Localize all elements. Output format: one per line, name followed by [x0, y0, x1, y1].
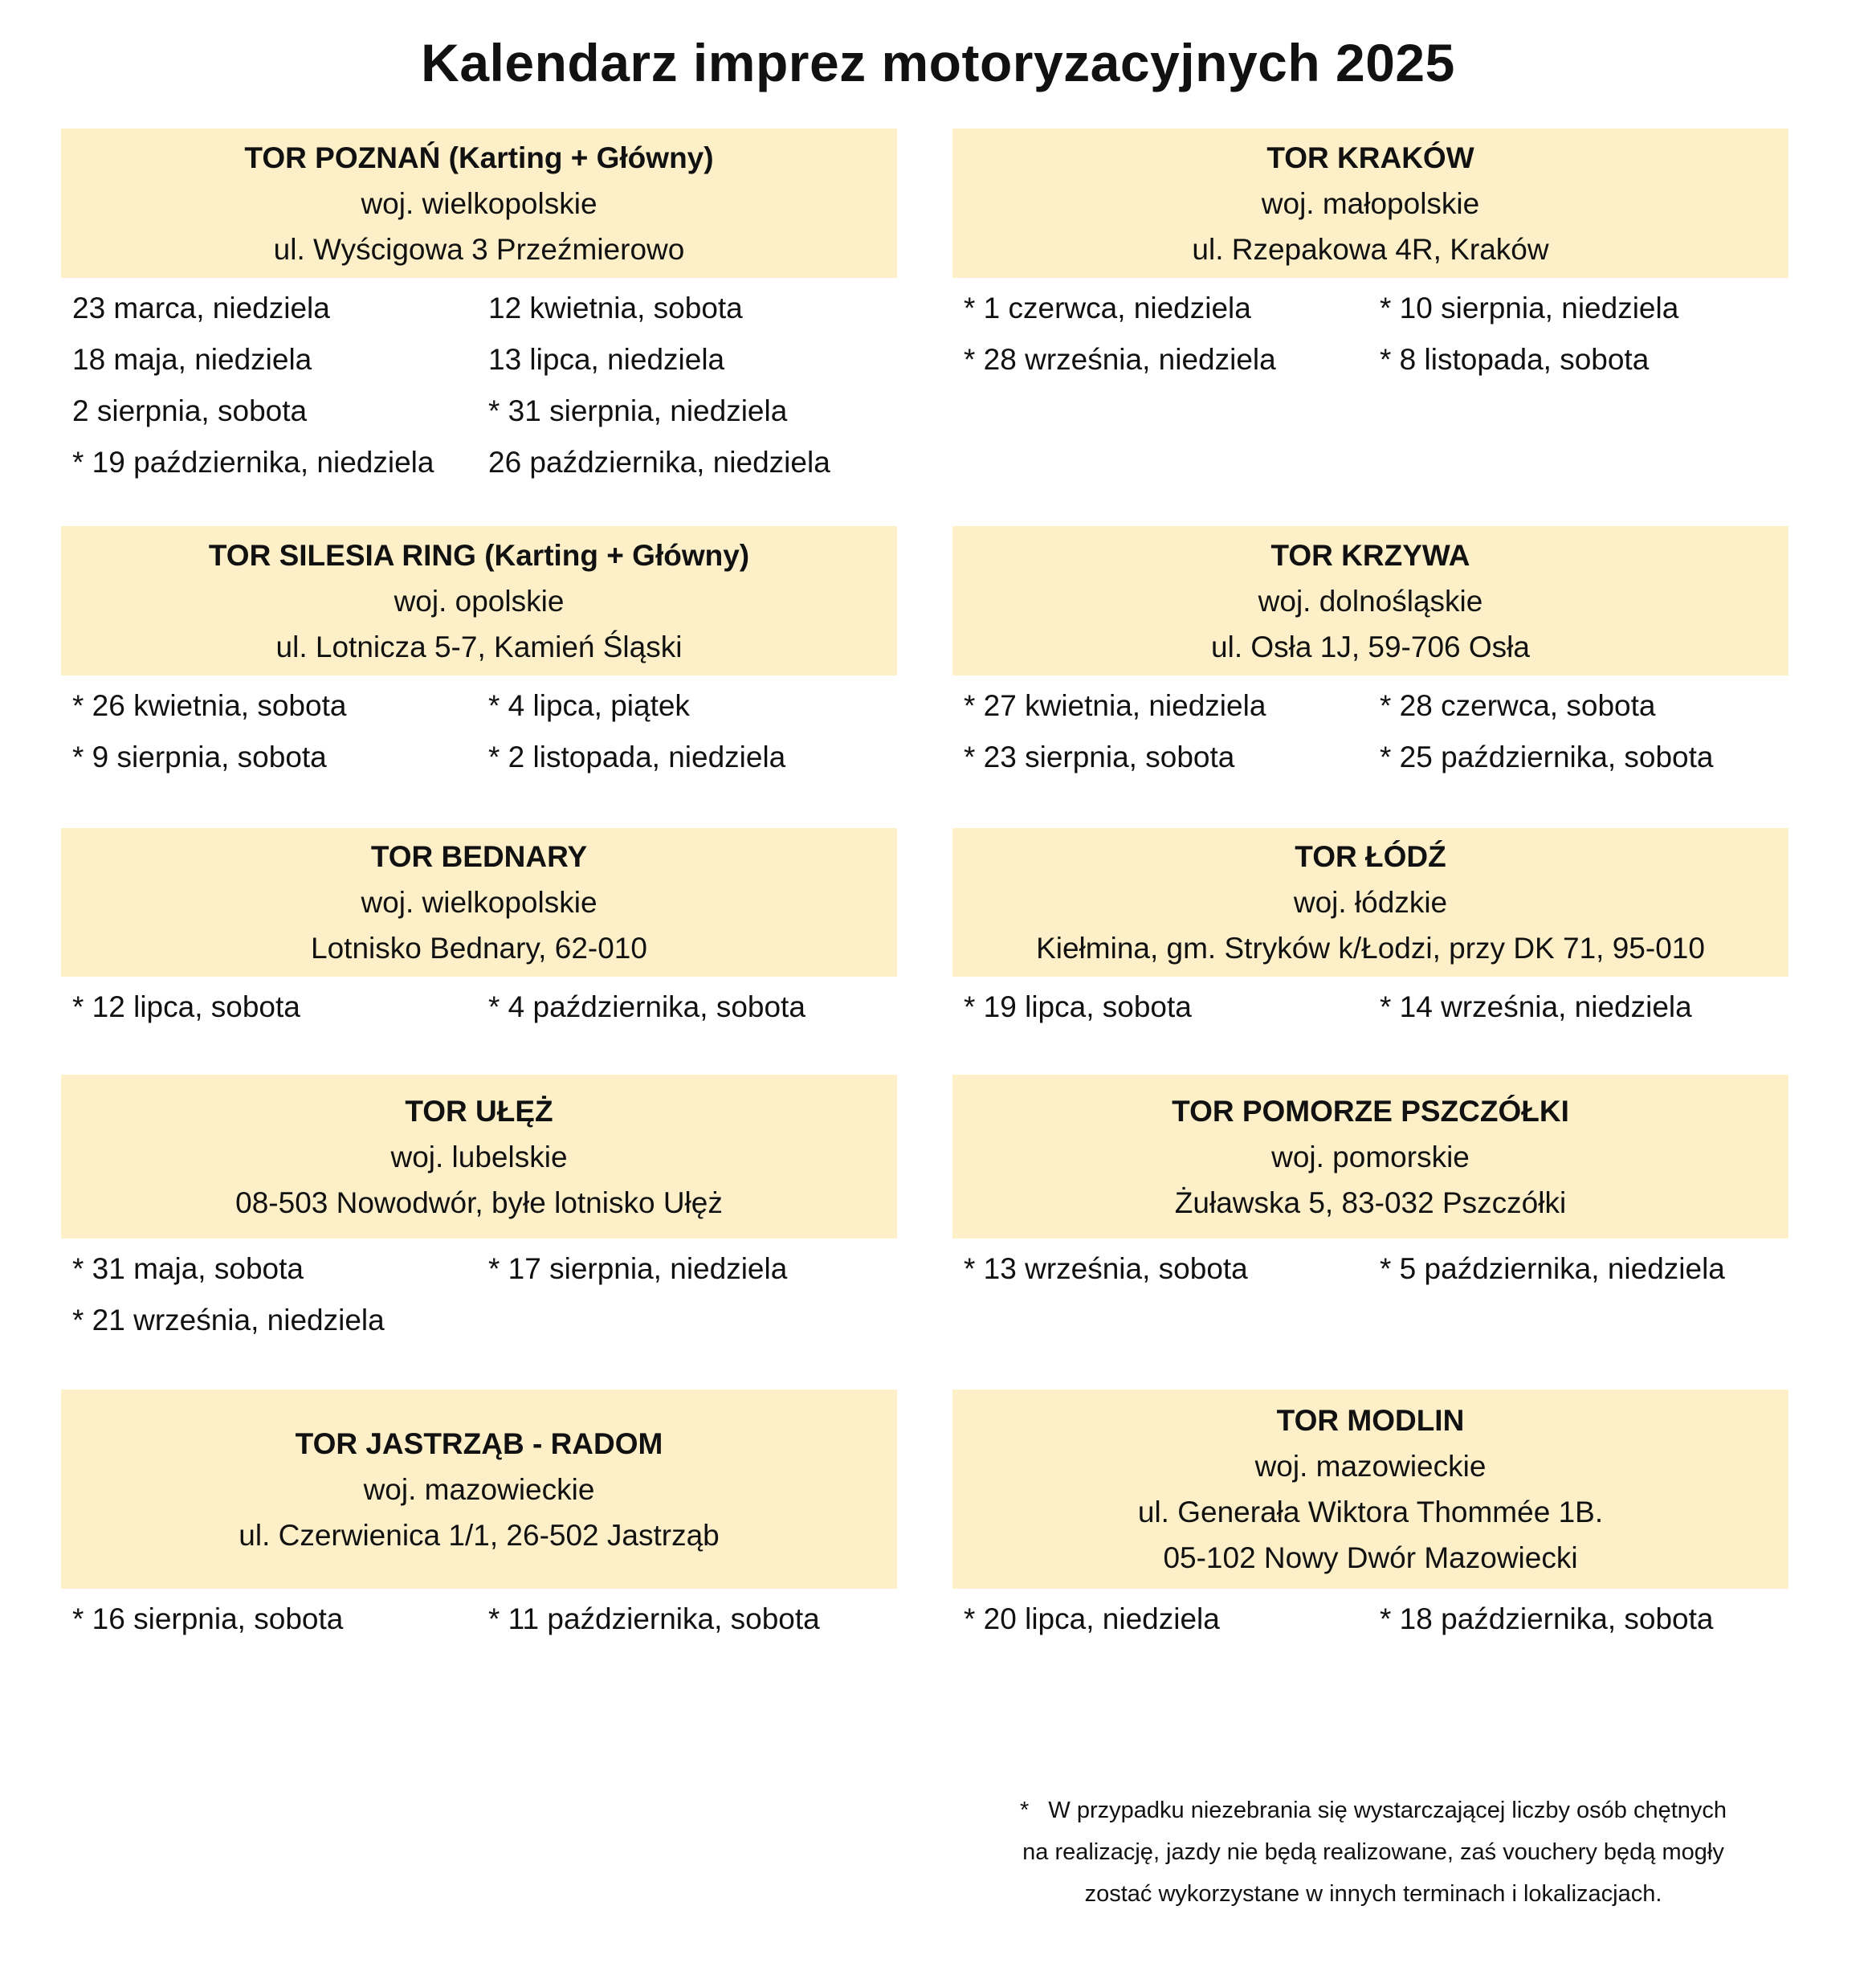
track-dates	[952, 1594, 1788, 1645]
date-item: * 17 sierpnia, niedziela	[488, 1252, 788, 1285]
date-item: * 5 października, niedziela	[1380, 1252, 1725, 1285]
date-item: 2 sierpnia, sobota	[72, 394, 308, 427]
footnote	[948, 1790, 1799, 1915]
track-region: woj. lubelskie	[390, 1140, 568, 1173]
date-item: * 19 października, niedziela	[72, 446, 434, 479]
track-region: woj. mazowieckie	[1254, 1450, 1487, 1483]
date-item: * 13 września, sobota	[964, 1252, 1248, 1285]
track-header	[61, 1075, 897, 1239]
track-header	[952, 1390, 1788, 1589]
date-item: * 21 września, niedziela	[72, 1304, 385, 1337]
date-item: * 28 września, niedziela	[964, 343, 1276, 376]
track-dates	[61, 1243, 897, 1346]
date-item: * 9 sierpnia, sobota	[72, 741, 327, 773]
track-name: TOR POMORZE PSZCZÓŁKI	[1172, 1094, 1569, 1128]
track-dates	[61, 283, 897, 488]
track-name: TOR POZNAŃ (Karting + Główny)	[244, 141, 714, 174]
track-dates	[952, 982, 1788, 1033]
date-item: * 23 sierpnia, sobota	[964, 741, 1235, 773]
track-address: Żuławska 5, 83-032 Pszczółki	[1174, 1186, 1567, 1219]
footnote-line: na realizację, jazdy nie będą realizowane, zaś vouchery będą mogły	[1022, 1839, 1724, 1865]
track-header	[952, 526, 1788, 675]
track-dates	[952, 283, 1788, 386]
date-item: * 4 października, sobota	[488, 990, 805, 1023]
track-name: TOR UŁĘŻ	[405, 1094, 553, 1128]
date-item: * 1 czerwca, niedziela	[964, 292, 1251, 324]
track-dates	[61, 1594, 897, 1645]
track-region: woj. małopolskie	[1261, 186, 1480, 220]
date-item: * 10 sierpnia, niedziela	[1380, 292, 1679, 324]
track-address: ul. Rzepakowa 4R, Kraków	[1192, 232, 1549, 266]
track-block-ulez	[61, 1075, 897, 1346]
track-region: woj. pomorskie	[1271, 1140, 1470, 1173]
date-item: * 31 sierpnia, niedziela	[488, 394, 788, 427]
date-item: * 14 września, niedziela	[1380, 990, 1692, 1023]
date-item: 18 maja, niedziela	[72, 343, 312, 376]
track-block-poznan	[61, 129, 897, 488]
track-address: ul. Osła 1J, 59-706 Osła	[1211, 630, 1530, 663]
date-item: * 11 października, sobota	[488, 1602, 820, 1635]
track-dates	[952, 680, 1788, 783]
page-title: Kalendarz imprez motoryzacyjnych 2025	[421, 33, 1455, 92]
track-address: Kiełmina, gm. Stryków k/Łodzi, przy DK 71, 95-010	[1036, 932, 1705, 965]
date-item: * 8 listopada, sobota	[1380, 343, 1650, 376]
date-item: * 26 kwietnia, sobota	[72, 689, 347, 722]
date-item: * 20 lipca, niedziela	[964, 1602, 1220, 1635]
date-item: * 12 lipca, sobota	[72, 990, 300, 1023]
track-address: Lotnisko Bednary, 62-010	[311, 932, 647, 965]
footnote-line: * W przypadku niezebrania się wystarczającej liczby osób chętnych	[1019, 1798, 1727, 1823]
track-block-lodz	[952, 828, 1788, 1033]
track-name: TOR KRZYWA	[1270, 538, 1470, 572]
track-region: woj. wielkopolskie	[361, 186, 597, 220]
track-dates	[61, 680, 897, 783]
track-header	[952, 828, 1788, 977]
track-header	[61, 828, 897, 977]
date-item: * 27 kwietnia, niedziela	[964, 689, 1266, 722]
date-item: * 2 listopada, niedziela	[488, 741, 786, 773]
track-address: ul. Generała Wiktora Thommée 1B.	[1137, 1496, 1604, 1528]
track-block-silesia-ring	[61, 526, 897, 783]
date-item: 26 października, niedziela	[488, 446, 830, 479]
track-name: TOR ŁÓDŹ	[1295, 840, 1446, 873]
footnote-line: zostać wykorzystane w innych terminach i lokalizacjach.	[1084, 1881, 1662, 1907]
date-item: * 28 czerwca, sobota	[1380, 689, 1656, 722]
track-block-krzywa	[952, 526, 1788, 783]
date-item: * 16 sierpnia, sobota	[72, 1602, 344, 1635]
track-name: TOR MODLIN	[1276, 1404, 1465, 1437]
track-dates	[61, 982, 897, 1033]
track-region: woj. łódzkie	[1293, 886, 1448, 919]
date-item: * 25 października, sobota	[1380, 741, 1714, 773]
track-header	[61, 526, 897, 675]
date-item: * 31 maja, sobota	[72, 1252, 304, 1285]
track-header	[952, 129, 1788, 278]
date-item: 12 kwietnia, sobota	[488, 292, 743, 324]
track-name: TOR SILESIA RING (Karting + Główny)	[208, 538, 750, 572]
track-name: TOR BEDNARY	[370, 840, 588, 873]
track-region: woj. wielkopolskie	[361, 886, 597, 919]
date-item: * 18 października, sobota	[1380, 1602, 1714, 1635]
track-block-bednary	[61, 828, 897, 1033]
date-item: * 19 lipca, sobota	[964, 990, 1192, 1023]
track-header	[61, 129, 897, 278]
track-block-pomorze-pszczolki	[952, 1075, 1788, 1295]
track-name: TOR KRAKÓW	[1266, 141, 1474, 174]
track-header	[952, 1075, 1788, 1239]
track-region: woj. opolskie	[394, 584, 565, 618]
track-name: TOR JASTRZĄB - RADOM	[295, 1426, 663, 1460]
track-block-jastrzab-radom	[61, 1390, 897, 1645]
track-address: ul. Czerwienica 1/1, 26-502 Jastrząb	[239, 1518, 720, 1552]
track-address: ul. Wyścigowa 3 Przeźmierowo	[273, 232, 685, 266]
track-address-line-2: 05-102 Nowy Dwór Mazowiecki	[1163, 1541, 1578, 1574]
date-item: 23 marca, niedziela	[72, 292, 330, 324]
track-region: woj. dolnośląskie	[1258, 584, 1483, 618]
track-address: 08-503 Nowodwór, byłe lotnisko Ułęż	[235, 1186, 723, 1219]
track-dates	[952, 1243, 1788, 1295]
track-block-krakow	[952, 129, 1788, 386]
track-address: ul. Lotnicza 5-7, Kamień Śląski	[275, 630, 683, 663]
track-region: woj. mazowieckie	[363, 1472, 595, 1506]
track-header	[61, 1390, 897, 1589]
date-item: 13 lipca, niedziela	[488, 343, 725, 376]
track-block-modlin	[952, 1390, 1788, 1645]
date-item: * 4 lipca, piątek	[488, 689, 690, 722]
